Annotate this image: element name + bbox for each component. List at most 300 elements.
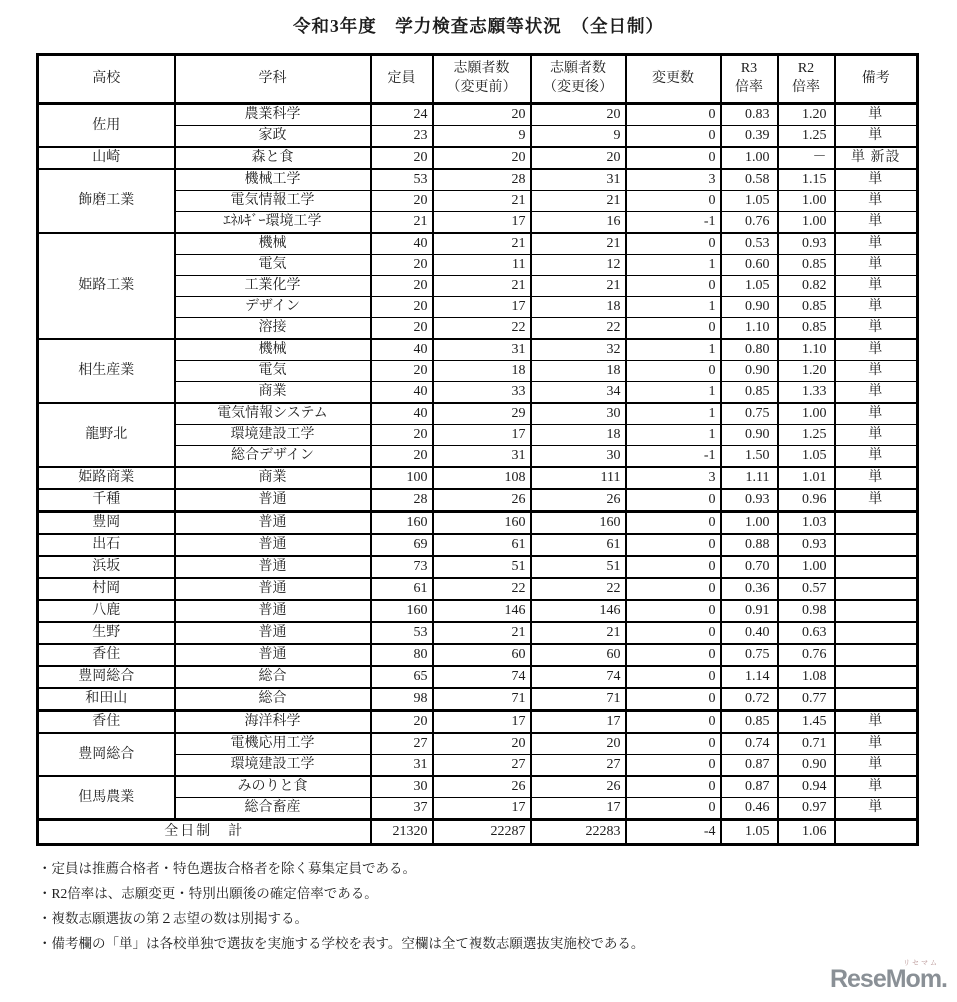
r3-ratio-cell: 0.83 — [721, 104, 778, 126]
applicants-before-cell: 28 — [433, 169, 531, 191]
remarks-cell — [835, 644, 918, 666]
capacity-cell: 98 — [371, 688, 433, 711]
footnote-capacity: ・定員は推薦合格者・特色選抜合格者を除く募集定員である。 — [38, 861, 416, 876]
change-count-cell: 1 — [626, 339, 721, 361]
r3-ratio-cell: 0.87 — [721, 755, 778, 777]
applicants-before-cell: 22 — [433, 578, 531, 600]
r2-ratio-cell: 1.45 — [778, 711, 835, 734]
r2-ratio-cell: 0.71 — [778, 733, 835, 755]
applicants-before-cell: 31 — [433, 446, 531, 468]
capacity-cell: 20 — [371, 361, 433, 382]
r3-ratio-cell: 0.70 — [721, 556, 778, 578]
total-change-cell: -4 — [626, 820, 721, 845]
applicants-after-cell: 17 — [531, 798, 626, 820]
r2-ratio-cell: 0.57 — [778, 578, 835, 600]
department-cell: ｴﾈﾙｷﾞｰ環境工学 — [175, 212, 371, 234]
applicants-before-cell: 146 — [433, 600, 531, 622]
capacity-cell: 53 — [371, 169, 433, 191]
applicants-after-cell: 61 — [531, 534, 626, 556]
r2-ratio-cell: 1.00 — [778, 191, 835, 212]
applicants-after-cell: 18 — [531, 425, 626, 446]
remarks-cell: 単 — [835, 212, 918, 234]
r2-ratio-cell: 0.98 — [778, 600, 835, 622]
table-row — [38, 467, 918, 489]
department-cell: 電気 — [175, 255, 371, 276]
total-label-cell: 全日制 計 — [38, 820, 371, 845]
applicants-after-cell: 21 — [531, 622, 626, 644]
school-cell: 姫路商業 — [38, 467, 175, 489]
header-applicants-after-line2: （変更後） — [543, 80, 613, 95]
department-cell: 普通 — [175, 644, 371, 666]
table-header — [38, 55, 918, 104]
total-capacity-cell: 21320 — [371, 820, 433, 845]
change-count-cell: 0 — [626, 512, 721, 535]
r3-ratio-cell: 0.85 — [721, 382, 778, 404]
remarks-cell: 単 — [835, 755, 918, 777]
table-row — [38, 147, 918, 169]
applicants-after-cell: 32 — [531, 339, 626, 361]
applicants-before-cell: 71 — [433, 688, 531, 711]
applicants-after-cell: 20 — [531, 733, 626, 755]
applicants-after-cell: 27 — [531, 755, 626, 777]
r2-ratio-cell: 1.20 — [778, 361, 835, 382]
capacity-cell: 40 — [371, 339, 433, 361]
school-cell: 千種 — [38, 489, 175, 512]
r2-ratio-cell: 0.85 — [778, 297, 835, 318]
change-count-cell: 1 — [626, 425, 721, 446]
applicants-after-cell: 20 — [531, 104, 626, 126]
remarks-cell: 単 — [835, 446, 918, 468]
applicants-before-cell: 17 — [433, 798, 531, 820]
remarks-cell: 単 — [835, 382, 918, 404]
remarks-cell — [835, 512, 918, 535]
applicants-before-cell: 11 — [433, 255, 531, 276]
capacity-cell: 28 — [371, 489, 433, 512]
r2-ratio-cell: 0.96 — [778, 489, 835, 512]
table-row — [38, 534, 918, 556]
school-cell: 和田山 — [38, 688, 175, 711]
footnote-r2-ratio: ・R2倍率は、志願変更・特別出願後の確定倍率である。 — [38, 886, 378, 901]
change-count-cell: 0 — [626, 644, 721, 666]
remarks-cell: 単 — [835, 403, 918, 425]
table-row — [38, 233, 918, 255]
capacity-cell: 20 — [371, 255, 433, 276]
change-count-cell: 0 — [626, 711, 721, 734]
table-body — [38, 104, 918, 820]
applicants-before-cell: 160 — [433, 512, 531, 535]
school-cell: 村岡 — [38, 578, 175, 600]
table-row — [38, 403, 918, 425]
capacity-cell: 20 — [371, 318, 433, 340]
school-cell: 姫路工業 — [38, 233, 175, 339]
change-count-cell: 0 — [626, 622, 721, 644]
change-count-cell: 0 — [626, 191, 721, 212]
footnote-second-choice: ・複数志願選抜の第２志望の数は別掲する。 — [38, 911, 308, 926]
remarks-cell: 単 — [835, 776, 918, 798]
header-dept: 学科 — [175, 55, 371, 104]
capacity-cell: 27 — [371, 733, 433, 755]
department-cell: 普通 — [175, 489, 371, 512]
r3-ratio-cell: 0.53 — [721, 233, 778, 255]
remarks-cell — [835, 622, 918, 644]
r3-ratio-cell: 0.36 — [721, 578, 778, 600]
school-cell: 豊岡総合 — [38, 733, 175, 776]
r3-ratio-cell: 1.14 — [721, 666, 778, 688]
department-cell: 環境建設工学 — [175, 425, 371, 446]
applicants-before-cell: 61 — [433, 534, 531, 556]
department-cell: 総合 — [175, 688, 371, 711]
capacity-cell: 20 — [371, 191, 433, 212]
department-cell: 溶接 — [175, 318, 371, 340]
r2-ratio-cell: 1.03 — [778, 512, 835, 535]
header-applicants-after — [531, 55, 626, 104]
r2-ratio-cell: 1.00 — [778, 212, 835, 234]
school-cell: 但馬農業 — [38, 776, 175, 820]
school-cell: 龍野北 — [38, 403, 175, 467]
total-before-cell: 22287 — [433, 820, 531, 845]
header-capacity: 定員 — [371, 55, 433, 104]
remarks-cell: 単 — [835, 733, 918, 755]
r2-ratio-cell: 0.82 — [778, 276, 835, 297]
table-row — [38, 489, 918, 512]
applicants-after-cell: 71 — [531, 688, 626, 711]
department-cell: 普通 — [175, 534, 371, 556]
department-cell: 普通 — [175, 600, 371, 622]
change-count-cell: 1 — [626, 382, 721, 404]
applicants-before-cell: 20 — [433, 733, 531, 755]
remarks-cell: 単 — [835, 104, 918, 126]
change-count-cell: 0 — [626, 534, 721, 556]
capacity-cell: 23 — [371, 126, 433, 148]
applicants-before-cell: 20 — [433, 104, 531, 126]
table-row — [38, 512, 918, 535]
remarks-cell — [835, 578, 918, 600]
capacity-cell: 20 — [371, 297, 433, 318]
r3-ratio-cell: 0.75 — [721, 644, 778, 666]
applicants-after-cell: 30 — [531, 403, 626, 425]
applicants-before-cell: 26 — [433, 489, 531, 512]
capacity-cell: 100 — [371, 467, 433, 489]
change-count-cell: 0 — [626, 318, 721, 340]
r3-ratio-cell: 0.91 — [721, 600, 778, 622]
application-status-table — [36, 53, 919, 846]
department-cell: 総合畜産 — [175, 798, 371, 820]
r3-ratio-cell: 0.90 — [721, 425, 778, 446]
header-r2-line1: R2 — [797, 61, 815, 77]
department-cell: 森と食 — [175, 147, 371, 169]
r3-ratio-cell: 0.87 — [721, 776, 778, 798]
r2-ratio-cell: 1.08 — [778, 666, 835, 688]
school-cell: 豊岡 — [38, 512, 175, 535]
capacity-cell: 53 — [371, 622, 433, 644]
remarks-cell: 単 — [835, 425, 918, 446]
department-cell: 電気 — [175, 361, 371, 382]
r3-ratio-cell: 0.93 — [721, 489, 778, 512]
department-cell: 普通 — [175, 578, 371, 600]
header-r3-ratio — [721, 55, 778, 104]
r2-ratio-cell: 0.93 — [778, 534, 835, 556]
applicants-after-cell: 17 — [531, 711, 626, 734]
change-count-cell: 0 — [626, 600, 721, 622]
table-row — [38, 733, 918, 755]
applicants-after-cell: 160 — [531, 512, 626, 535]
r3-ratio-cell: 0.58 — [721, 169, 778, 191]
school-cell: 佐用 — [38, 104, 175, 148]
applicants-after-cell: 51 — [531, 556, 626, 578]
remarks-cell: 単 — [835, 467, 918, 489]
r2-ratio-cell: 1.15 — [778, 169, 835, 191]
change-count-cell: 0 — [626, 233, 721, 255]
department-cell: 普通 — [175, 622, 371, 644]
remarks-cell — [835, 688, 918, 711]
r2-ratio-cell: 1.20 — [778, 104, 835, 126]
change-count-cell: 0 — [626, 688, 721, 711]
capacity-cell: 73 — [371, 556, 433, 578]
school-cell: 飾磨工業 — [38, 169, 175, 233]
capacity-cell: 80 — [371, 644, 433, 666]
total-r2-cell: 1.06 — [778, 820, 835, 845]
r3-ratio-cell: 1.05 — [721, 191, 778, 212]
change-count-cell: 1 — [626, 297, 721, 318]
change-count-cell: 0 — [626, 578, 721, 600]
r2-ratio-cell: 0.97 — [778, 798, 835, 820]
r2-ratio-cell: 0.85 — [778, 318, 835, 340]
change-count-cell: 1 — [626, 403, 721, 425]
department-cell: 農業科学 — [175, 104, 371, 126]
resemom-logo-text: ReseMom. — [829, 965, 947, 993]
r2-ratio-cell: 1.01 — [778, 467, 835, 489]
r3-ratio-cell: 1.50 — [721, 446, 778, 468]
department-cell: 工業化学 — [175, 276, 371, 297]
applicants-after-cell: 21 — [531, 233, 626, 255]
capacity-cell: 20 — [371, 711, 433, 734]
total-after-cell: 22283 — [531, 820, 626, 845]
change-count-cell: 0 — [626, 755, 721, 777]
r2-ratio-cell: 0.77 — [778, 688, 835, 711]
table-row — [38, 622, 918, 644]
applicants-before-cell: 17 — [433, 297, 531, 318]
r2-ratio-cell: 0.63 — [778, 622, 835, 644]
department-cell: 電気情報工学 — [175, 191, 371, 212]
department-cell: 機械 — [175, 233, 371, 255]
department-cell: 機械工学 — [175, 169, 371, 191]
capacity-cell: 40 — [371, 233, 433, 255]
remarks-cell: 単 — [835, 169, 918, 191]
remarks-cell: 単 — [835, 233, 918, 255]
remarks-cell: 単 — [835, 339, 918, 361]
department-cell: 電気情報システム — [175, 403, 371, 425]
r3-ratio-cell: 1.05 — [721, 276, 778, 297]
applicants-after-cell: 18 — [531, 361, 626, 382]
r3-ratio-cell: 0.80 — [721, 339, 778, 361]
r3-ratio-cell: 1.10 — [721, 318, 778, 340]
header-applicants-before — [433, 55, 531, 104]
r3-ratio-cell: 0.72 — [721, 688, 778, 711]
capacity-cell: 65 — [371, 666, 433, 688]
r2-ratio-cell: 1.10 — [778, 339, 835, 361]
capacity-cell: 37 — [371, 798, 433, 820]
header-r3-line2: 倍率 — [735, 80, 763, 95]
applicants-before-cell: 21 — [433, 233, 531, 255]
applicants-before-cell: 29 — [433, 403, 531, 425]
remarks-cell — [835, 534, 918, 556]
applicants-after-cell: 9 — [531, 126, 626, 148]
capacity-cell: 20 — [371, 276, 433, 297]
applicants-before-cell: 33 — [433, 382, 531, 404]
header-r2-ratio — [778, 55, 835, 104]
r3-ratio-cell: 0.90 — [721, 361, 778, 382]
applicants-after-cell: 146 — [531, 600, 626, 622]
school-cell: 香住 — [38, 711, 175, 734]
capacity-cell: 21 — [371, 212, 433, 234]
change-count-cell: 0 — [626, 666, 721, 688]
applicants-before-cell: 22 — [433, 318, 531, 340]
r3-ratio-cell: 0.85 — [721, 711, 778, 734]
applicants-after-cell: 16 — [531, 212, 626, 234]
department-cell: 総合 — [175, 666, 371, 688]
applicants-after-cell: 20 — [531, 147, 626, 169]
table-footer — [38, 820, 918, 845]
remarks-cell: 単 — [835, 798, 918, 820]
resemom-logo-furigana: リセマム — [903, 960, 939, 967]
r3-ratio-cell: 1.11 — [721, 467, 778, 489]
applicants-before-cell: 17 — [433, 212, 531, 234]
change-count-cell: 0 — [626, 733, 721, 755]
capacity-cell: 40 — [371, 403, 433, 425]
r2-ratio-cell: 1.00 — [778, 403, 835, 425]
remarks-cell — [835, 556, 918, 578]
department-cell: みのりと食 — [175, 776, 371, 798]
department-cell: 機械 — [175, 339, 371, 361]
applicants-before-cell: 51 — [433, 556, 531, 578]
applicants-after-cell: 21 — [531, 276, 626, 297]
remarks-cell — [835, 600, 918, 622]
r3-ratio-cell: 1.00 — [721, 512, 778, 535]
applicants-after-cell: 22 — [531, 578, 626, 600]
remarks-cell: 単 — [835, 191, 918, 212]
capacity-cell: 20 — [371, 425, 433, 446]
r2-ratio-cell: 1.25 — [778, 425, 835, 446]
remarks-cell — [835, 666, 918, 688]
applicants-after-cell: 30 — [531, 446, 626, 468]
applicants-before-cell: 26 — [433, 776, 531, 798]
applicants-before-cell: 60 — [433, 644, 531, 666]
applicants-before-cell: 17 — [433, 711, 531, 734]
r3-ratio-cell: 0.75 — [721, 403, 778, 425]
applicants-after-cell: 34 — [531, 382, 626, 404]
applicants-before-cell: 17 — [433, 425, 531, 446]
remarks-cell: 単 — [835, 489, 918, 512]
capacity-cell: 160 — [371, 600, 433, 622]
header-applicants-before-line1: 志願者数 — [453, 61, 510, 77]
department-cell: 環境建設工学 — [175, 755, 371, 777]
applicants-after-cell: 18 — [531, 297, 626, 318]
r2-ratio-cell: 1.25 — [778, 126, 835, 148]
header-school: 高校 — [38, 55, 175, 104]
school-cell: 浜坂 — [38, 556, 175, 578]
department-cell: 普通 — [175, 556, 371, 578]
header-r3-line1: R3 — [740, 61, 758, 77]
change-count-cell: 0 — [626, 489, 721, 512]
header-applicants-before-line2: （変更前） — [446, 80, 517, 95]
applicants-after-cell: 26 — [531, 776, 626, 798]
table-row — [38, 169, 918, 191]
capacity-cell: 20 — [371, 147, 433, 169]
applicants-before-cell: 74 — [433, 666, 531, 688]
header-r2-line2: 倍率 — [792, 80, 820, 95]
r3-ratio-cell: 1.00 — [721, 147, 778, 169]
applicants-before-cell: 31 — [433, 339, 531, 361]
remarks-cell: 単 — [835, 126, 918, 148]
capacity-cell: 30 — [371, 776, 433, 798]
footnotes — [38, 856, 957, 956]
change-count-cell: 0 — [626, 126, 721, 148]
r3-ratio-cell: 0.46 — [721, 798, 778, 820]
school-cell: 豊岡総合 — [38, 666, 175, 688]
change-count-cell: 0 — [626, 798, 721, 820]
table-row — [38, 711, 918, 734]
applicants-after-cell: 21 — [531, 191, 626, 212]
remarks-cell: 単 — [835, 711, 918, 734]
applicants-before-cell: 27 — [433, 755, 531, 777]
change-count-cell: 0 — [626, 147, 721, 169]
r2-ratio-cell: 1.33 — [778, 382, 835, 404]
applicants-after-cell: 60 — [531, 644, 626, 666]
applicants-after-cell: 74 — [531, 666, 626, 688]
department-cell: 海洋科学 — [175, 711, 371, 734]
remarks-cell: 単 — [835, 276, 918, 297]
table-row — [38, 776, 918, 798]
change-count-cell: 0 — [626, 276, 721, 297]
remarks-cell: 単 — [835, 318, 918, 340]
applicants-after-cell: 12 — [531, 255, 626, 276]
table-row — [38, 104, 918, 126]
r2-ratio-cell: 1.05 — [778, 446, 835, 468]
applicants-before-cell: 21 — [433, 622, 531, 644]
r3-ratio-cell: 0.60 — [721, 255, 778, 276]
r2-ratio-cell: 0.85 — [778, 255, 835, 276]
department-cell: 商業 — [175, 382, 371, 404]
department-cell: 普通 — [175, 512, 371, 535]
remarks-cell: 単 新設 — [835, 147, 918, 169]
total-row — [38, 820, 918, 845]
change-count-cell: 0 — [626, 776, 721, 798]
capacity-cell: 40 — [371, 382, 433, 404]
change-count-cell: 0 — [626, 556, 721, 578]
r2-ratio-cell: 0.76 — [778, 644, 835, 666]
applicants-after-cell: 22 — [531, 318, 626, 340]
r3-ratio-cell: 0.76 — [721, 212, 778, 234]
applicants-after-cell: 26 — [531, 489, 626, 512]
department-cell: デザイン — [175, 297, 371, 318]
change-count-cell: 0 — [626, 361, 721, 382]
applicants-before-cell: 21 — [433, 191, 531, 212]
header-row — [38, 55, 918, 104]
header-remarks: 備考 — [835, 55, 918, 104]
remarks-cell: 単 — [835, 255, 918, 276]
capacity-cell: 69 — [371, 534, 433, 556]
r3-ratio-cell: 0.39 — [721, 126, 778, 148]
school-cell: 山崎 — [38, 147, 175, 169]
page-title: 令和3年度 学力検査志願等状況 （全日制） — [293, 16, 664, 36]
r2-ratio-cell: － — [778, 147, 835, 169]
applicants-after-cell: 111 — [531, 467, 626, 489]
header-change: 変更数 — [626, 55, 721, 104]
remarks-cell: 単 — [835, 297, 918, 318]
change-count-cell: 3 — [626, 169, 721, 191]
total-remarks-cell — [835, 820, 918, 845]
footnote-remarks-legend: ・備考欄の「単」は各校単独で選抜を実施する学校を表す。空欄は全て複数志願選抜実施校である。 — [38, 936, 645, 951]
